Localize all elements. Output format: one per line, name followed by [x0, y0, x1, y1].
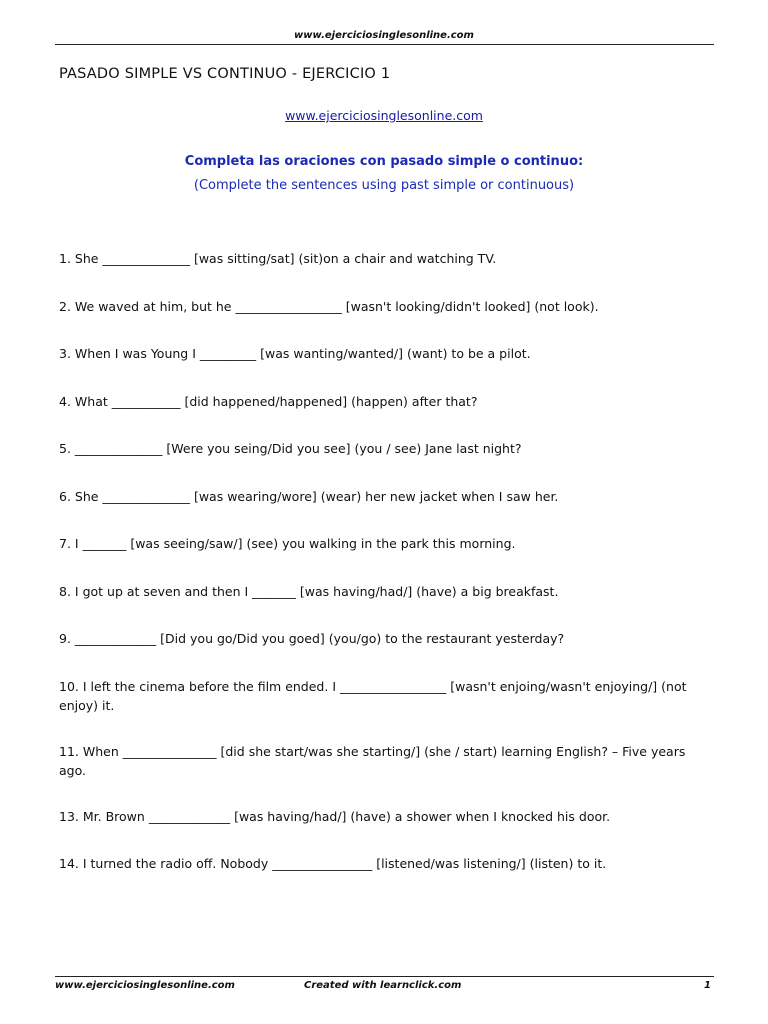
page-number: 1 [704, 980, 711, 991]
exercise-number: 13. [59, 808, 79, 824]
exercise-item [59, 629, 699, 648]
exercise-number: 11. [59, 743, 79, 759]
exercise-text-after: [listened/was listening/] (listen) to it. [376, 856, 607, 871]
answer-blank[interactable]: _____________ [148, 808, 231, 824]
exercise-text-after: [was wearing/wore] (wear) her new jacket when I saw her. [193, 488, 559, 504]
exercise-item [59, 392, 699, 411]
exercise-number: 2. [59, 298, 71, 314]
exercise-text-before: She [74, 251, 99, 266]
exercise-item [59, 807, 699, 826]
exercise-text-after: [was sitting/sat] (sit)on a chair and watching TV. [193, 251, 497, 266]
exercise-number: 7. [59, 536, 71, 551]
exercise-item [59, 487, 699, 506]
exercise-text-before: Mr. Brown [82, 808, 145, 824]
exercise-text-before: What [74, 393, 108, 409]
exercise-number: 14. [59, 856, 79, 871]
exercise-number: 3. [59, 346, 71, 361]
exercise-item [59, 677, 699, 715]
exercise-text-before: I left the cinema before the film ended. I [82, 678, 336, 694]
exercise-item [59, 582, 699, 601]
exercise-number: 10. [59, 678, 79, 694]
instruction-english: (Complete the sentences using past simple or continuous) [193, 178, 575, 193]
exercise-number: 4. [59, 393, 71, 409]
footer-divider [55, 976, 714, 977]
exercise-number: 1. [59, 251, 71, 266]
exercise-text-after: [Did you go/Did you goed] (you/go) to the restaurant yesterday? [160, 631, 565, 646]
answer-blank[interactable]: ______________ [102, 488, 190, 504]
exercise-text-after: [was having/had/] (have) a big breakfast. [299, 583, 559, 599]
exercise-text-after: [was having/had/] (have) a shower when I knocked his door. [234, 808, 611, 824]
exercise-text-after: [Were you seing/Did you see] (you / see) Jane last night? [166, 441, 522, 456]
answer-blank[interactable]: ______________ [74, 441, 163, 456]
exercise-text-before: She [74, 488, 99, 504]
footer-url: www.ejerciciosinglesonline.com [55, 980, 235, 991]
exercise-text-before: I turned the radio off. Nobody [82, 856, 269, 871]
exercise-text-after: [was seeing/saw/] (see) you walking in the park this morning. [130, 536, 516, 551]
exercise-text-before: We waved at him, but he [74, 298, 232, 314]
exercise-number: 5. [59, 441, 71, 456]
exercise-number: 6. [59, 488, 71, 504]
exercise-text-after: [wasn't looking/didn't looked] (not look). [345, 298, 599, 314]
exercise-number: 8. [59, 583, 71, 599]
exercise-number: 9. [59, 631, 71, 646]
exercise-text-after: [did happened/happened] (happen) after that? [184, 393, 478, 409]
exercise-item [59, 854, 699, 873]
exercise-item [59, 297, 699, 316]
exercise-item [59, 439, 699, 458]
footer-credit: Created with learnclick.com [304, 980, 462, 991]
exercise-list [59, 249, 699, 902]
answer-blank[interactable]: ________________ [272, 856, 373, 871]
exercise-text-after: [did she start/was she starting/] (she / start) learning English? – Five years ago. [59, 743, 686, 778]
site-link[interactable]: www.ejerciciosinglesonline.com [285, 108, 483, 123]
exercise-text-before: When I was Young I [74, 346, 196, 361]
page-title: PASADO SIMPLE VS CONTINUO - EJERCICIO 1 [59, 66, 391, 82]
instruction-spanish: Completa las oraciones con pasado simple o continuo: [184, 154, 584, 169]
answer-blank[interactable]: _________________ [339, 678, 447, 694]
header-divider [55, 44, 714, 45]
answer-blank[interactable]: _______ [252, 583, 296, 599]
answer-blank[interactable]: _________ [199, 346, 257, 361]
answer-blank[interactable]: ___________ [111, 393, 181, 409]
answer-blank[interactable]: _________________ [235, 298, 342, 314]
answer-blank[interactable]: _______________ [122, 743, 217, 759]
exercise-item [59, 534, 699, 553]
exercise-item [59, 742, 699, 780]
exercise-text-before: I [74, 536, 79, 551]
header-url: www.ejerciciosinglesonline.com [294, 30, 474, 41]
answer-blank[interactable]: _______ [82, 536, 127, 551]
answer-blank[interactable]: ______________ [102, 251, 190, 266]
exercise-text-before: When [82, 743, 119, 759]
exercise-text-after: [wasn't enjoing/wasn't enjoying/] (not enjoy) it. [59, 678, 687, 713]
exercise-text-before: I got up at seven and then I [74, 583, 249, 599]
answer-blank[interactable]: _____________ [74, 631, 157, 646]
exercise-item [59, 249, 699, 268]
exercise-text-after: [was wanting/wanted/] (want) to be a pilot. [260, 346, 531, 361]
exercise-item [59, 344, 699, 363]
